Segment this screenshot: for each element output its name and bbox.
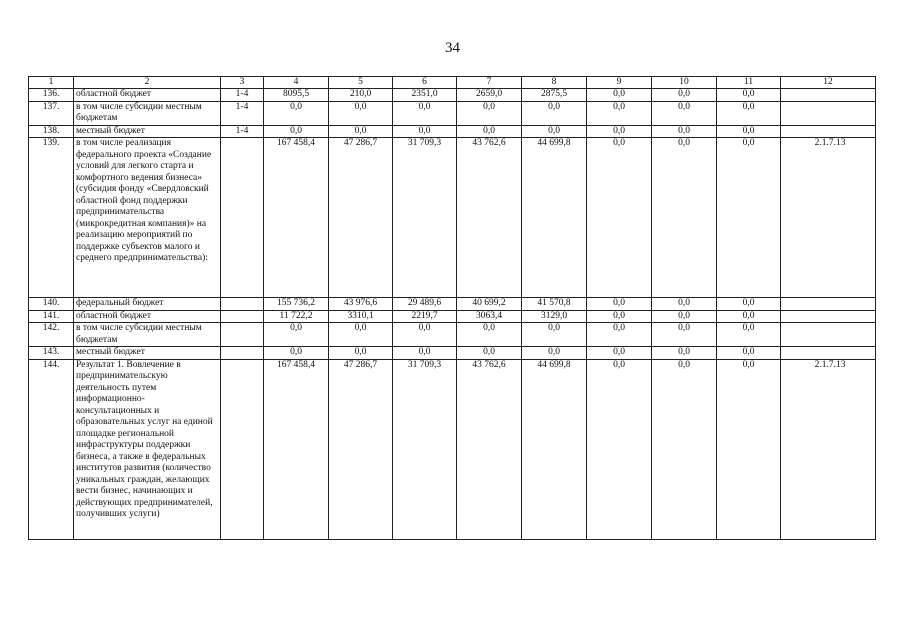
table-cell: 0,0 (329, 347, 393, 360)
table-cell: 3310,1 (329, 310, 393, 323)
table-row (29, 310, 876, 323)
table-cell: 0,0 (717, 310, 781, 323)
row-description: местный бюджет (74, 347, 221, 360)
row-number: 136. (29, 89, 74, 102)
table-cell: 0,0 (522, 101, 587, 125)
column-header: 12 (781, 77, 876, 89)
table-cell: 0,0 (457, 347, 522, 360)
table-cell: 0,0 (522, 347, 587, 360)
table-cell (781, 101, 876, 125)
table-cell: 0,0 (522, 125, 587, 138)
row-number: 141. (29, 310, 74, 323)
table-cell (221, 347, 264, 360)
table-cell: 3063,4 (457, 310, 522, 323)
table-cell: 0,0 (717, 89, 781, 102)
table-cell: 40 699,2 (457, 298, 522, 311)
table-cell: 0,0 (717, 347, 781, 360)
table-cell: 0,0 (652, 89, 717, 102)
table-cell: 2351,0 (393, 89, 457, 102)
table-cell: 0,0 (457, 323, 522, 347)
table-cell: 0,0 (587, 310, 652, 323)
column-header: 11 (717, 77, 781, 89)
table-cell (221, 310, 264, 323)
table-cell: 0,0 (264, 323, 329, 347)
table-cell (781, 310, 876, 323)
table-cell: 0,0 (457, 125, 522, 138)
table-cell: 0,0 (587, 101, 652, 125)
column-header: 6 (393, 77, 457, 89)
table-cell: 2.1.7.13 (781, 138, 876, 298)
table-cell: 0,0 (652, 310, 717, 323)
table-cell: 31 709,3 (393, 359, 457, 539)
row-number: 144. (29, 359, 74, 539)
table-cell: 0,0 (587, 138, 652, 298)
table-cell: 0,0 (587, 298, 652, 311)
row-description: в том числе субсидии местным бюджетам (74, 101, 221, 125)
budget-table (28, 76, 876, 540)
column-header: 3 (221, 77, 264, 89)
table-cell: 0,0 (393, 347, 457, 360)
table-row (29, 347, 876, 360)
table-cell: 0,0 (652, 359, 717, 539)
table-cell: 0,0 (717, 359, 781, 539)
table-cell: 1-4 (221, 101, 264, 125)
table-cell (221, 323, 264, 347)
table-row (29, 323, 876, 347)
table-cell: 0,0 (329, 101, 393, 125)
table-cell: 0,0 (652, 347, 717, 360)
table-cell: 0,0 (717, 298, 781, 311)
column-header: 1 (29, 77, 74, 89)
table-row (29, 89, 876, 102)
column-header: 5 (329, 77, 393, 89)
table-cell: 0,0 (393, 101, 457, 125)
table-cell: 1-4 (221, 125, 264, 138)
row-number: 142. (29, 323, 74, 347)
table-cell: 167 458,4 (264, 359, 329, 539)
table-cell: 43 762,6 (457, 138, 522, 298)
table-row (29, 138, 876, 298)
table-cell (781, 323, 876, 347)
table-cell: 8095,5 (264, 89, 329, 102)
column-header: 8 (522, 77, 587, 89)
row-description: в том числе субсидии местным бюджетам (74, 323, 221, 347)
table-cell: 31 709,3 (393, 138, 457, 298)
table-row (29, 125, 876, 138)
table-cell: 0,0 (587, 323, 652, 347)
table-row (29, 298, 876, 311)
table-cell: 0,0 (587, 359, 652, 539)
table-cell: 0,0 (393, 323, 457, 347)
table-cell: 0,0 (393, 125, 457, 138)
row-description: Результат 1. Вовлечение в предпринимательскую деятельность путем информационно-консультационных и образовательных услуг на единой площадке региональной инфраструктуры поддержки бизнеса, а также в федеральных институтов развития (количество уникальных граждан, желающих вести бизнес, начинающих и действующих предпринимателей, получивших услуги) (74, 359, 221, 539)
table-cell: 0,0 (587, 347, 652, 360)
table-cell: 0,0 (652, 323, 717, 347)
table-cell: 2.1.7.13 (781, 359, 876, 539)
row-description: федеральный бюджет (74, 298, 221, 311)
table-cell: 0,0 (329, 125, 393, 138)
table-cell: 0,0 (717, 138, 781, 298)
table-cell: 41 570,8 (522, 298, 587, 311)
table-cell: 0,0 (264, 125, 329, 138)
table-cell: 43 976,6 (329, 298, 393, 311)
table-cell: 0,0 (652, 298, 717, 311)
column-header: 10 (652, 77, 717, 89)
table-row (29, 359, 876, 539)
table-cell: 0,0 (457, 101, 522, 125)
row-number: 139. (29, 138, 74, 298)
row-number: 137. (29, 101, 74, 125)
table-cell: 0,0 (652, 125, 717, 138)
row-description: областной бюджет (74, 89, 221, 102)
row-description: местный бюджет (74, 125, 221, 138)
table-row (29, 101, 876, 125)
row-description: в том числе реализация федерального проекта «Создание условий для легкого старта и комфортного ведения бизнеса» (субсидия фонду «Свердловский областной фонд поддержки предпринимательства (микрокредитная компания)» на реализацию мероприятий по поддержке субъектов малого и среднего предпринимательства): (74, 138, 221, 298)
table-cell: 210,0 (329, 89, 393, 102)
table-cell (781, 298, 876, 311)
table-cell: 47 286,7 (329, 138, 393, 298)
row-number: 138. (29, 125, 74, 138)
table-cell: 29 489,6 (393, 298, 457, 311)
table-cell: 0,0 (717, 323, 781, 347)
table-cell: 3129,0 (522, 310, 587, 323)
table-cell: 44 699,8 (522, 359, 587, 539)
column-header: 2 (74, 77, 221, 89)
table-cell (221, 298, 264, 311)
row-description: областной бюджет (74, 310, 221, 323)
header-row (29, 77, 876, 89)
row-number: 140. (29, 298, 74, 311)
table-cell: 0,0 (717, 101, 781, 125)
table-cell: 43 762,6 (457, 359, 522, 539)
table-cell: 2659,0 (457, 89, 522, 102)
column-header: 7 (457, 77, 522, 89)
table-cell: 0,0 (717, 125, 781, 138)
table-cell (221, 138, 264, 298)
table-cell: 0,0 (652, 101, 717, 125)
table-cell (221, 359, 264, 539)
table-cell: 167 458,4 (264, 138, 329, 298)
table-cell: 1-4 (221, 89, 264, 102)
table-cell: 0,0 (264, 347, 329, 360)
row-number: 143. (29, 347, 74, 360)
table-cell: 47 286,7 (329, 359, 393, 539)
table-cell: 0,0 (329, 323, 393, 347)
table-cell (781, 89, 876, 102)
table-cell: 155 736,2 (264, 298, 329, 311)
column-header: 4 (264, 77, 329, 89)
column-header: 9 (587, 77, 652, 89)
table-cell: 11 722,2 (264, 310, 329, 323)
table-cell (781, 347, 876, 360)
table-cell: 0,0 (587, 125, 652, 138)
table-cell (781, 125, 876, 138)
table-cell: 44 699,8 (522, 138, 587, 298)
table-cell: 0,0 (522, 323, 587, 347)
table-cell: 2875,5 (522, 89, 587, 102)
table-cell: 0,0 (587, 89, 652, 102)
page-number: 34 (445, 40, 460, 56)
table-cell: 0,0 (652, 138, 717, 298)
table-cell: 2219,7 (393, 310, 457, 323)
table-cell: 0,0 (264, 101, 329, 125)
